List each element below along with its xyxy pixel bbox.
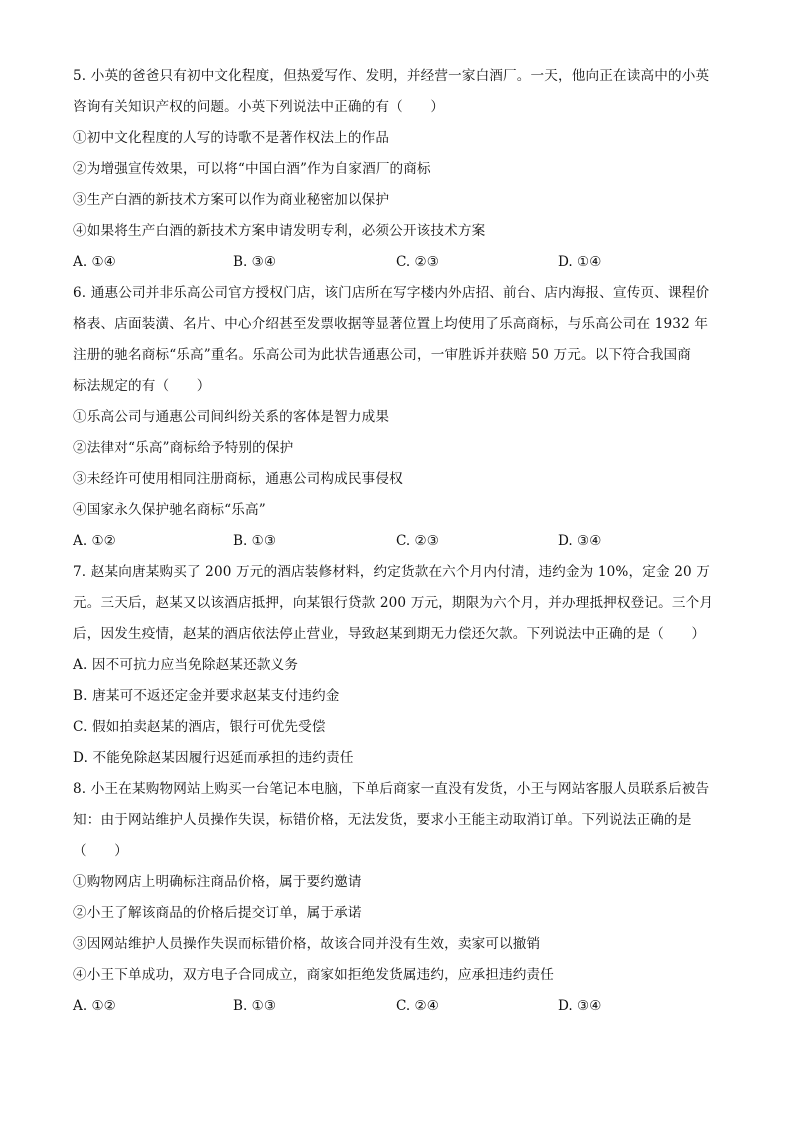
question-5-statement: ③生产白酒的新技术方案可以作为商业秘密加以保护 <box>73 192 390 208</box>
question-5-statement: ④如果将生产白酒的新技术方案申请发明专利，必须公开该技术方案 <box>73 223 486 239</box>
question-5-statement: ①初中文化程度的人写的诗歌不是著作权法上的作品 <box>73 130 390 146</box>
question-8 <box>73 774 723 1022</box>
question-8-statement: ②小王了解该商品的价格后提交订单，属于承诺 <box>73 905 362 921</box>
question-5-stem-line: 咨询有关知识产权的问题。小英下列说法中正确的有（ ） <box>73 99 445 115</box>
question-8-option-b: B. ①③ <box>233 998 277 1014</box>
question-6-stem-line: 标法规定的有（ ） <box>73 378 211 394</box>
question-6-option-c: C. ②③ <box>396 533 439 549</box>
question-8-option-a: A. ①② <box>73 998 116 1014</box>
question-6-statement: ①乐高公司与通惠公司间纠纷关系的客体是智力成果 <box>73 409 390 425</box>
question-5-option-a: A. ①④ <box>73 254 116 270</box>
question-5-option-c: C. ②③ <box>396 254 439 270</box>
question-6-statement: ④国家永久保护驰名商标“乐高” <box>73 502 266 518</box>
question-8-stem-line: 知：由于网站维护人员操作失误，标错价格，无法发货，要求小王能主动取消订单。下列说法正确的是 <box>73 812 692 828</box>
question-7-choice-c: C. 假如拍卖赵某的酒店，银行可优先受偿 <box>73 719 326 735</box>
question-5-option-b: B. ③④ <box>233 254 277 270</box>
question-7-stem-line: 元。三天后，赵某又以该酒店抵押，向某银行贷款 200 万元，期限为六个月，并办理抵押权登记。三个月 <box>73 595 714 611</box>
question-7-choice-a: A. 因不可抗力应当免除赵某还款义务 <box>73 657 299 673</box>
question-7-choice-d: D. 不能免除赵某因履行迟延而承担的违约责任 <box>73 750 354 766</box>
question-5 <box>73 61 723 278</box>
question-6-statement: ②法律对“乐高”商标给予特别的保护 <box>73 440 294 456</box>
question-5-option-d: D. ①④ <box>558 254 602 270</box>
exam-page <box>73 61 723 1022</box>
question-8-statement: ④小王下单成功，双方电子合同成立，商家如拒绝发货属违约，应承担违约责任 <box>73 967 555 983</box>
question-6-statement: ③未经许可使用相同注册商标，通惠公司构成民事侵权 <box>73 471 403 487</box>
question-6-stem-line: 注册的驰名商标“乐高”重名。乐高公司为此状告通惠公司，一审胜诉并获赔 50 万元。以下符合我国商 <box>73 347 691 363</box>
question-8-options <box>73 991 723 1022</box>
question-6-stem-line: 6. 通惠公司并非乐高公司官方授权门店，该门店所在写字楼内外店招、前台、店内海报、宣传页、课程价 <box>73 285 710 301</box>
question-8-stem-line: （ ） <box>73 843 128 859</box>
question-8-option-c: C. ②④ <box>396 998 439 1014</box>
question-6-stem-line: 格表、店面装潢、名片、中心介绍甚至发票收据等显著位置上均使用了乐高商标，与乐高公司在 1932 年 <box>73 316 709 332</box>
question-6 <box>73 278 723 557</box>
question-6-option-b: B. ①③ <box>233 533 277 549</box>
question-8-option-d: D. ③④ <box>558 998 602 1014</box>
question-5-stem-line: 5. 小英的爸爸只有初中文化程度，但热爱写作、发明，并经营一家白酒厂。一天，他向正在读高中的小英 <box>73 68 710 84</box>
question-7-stem-line: 7. 赵某向唐某购买了 200 万元的酒店装修材料，约定货款在六个月内付清，违约金为 10%，定金 20 万 <box>73 564 711 580</box>
question-5-statement: ②为增强宣传效果，可以将“中国白酒”作为自家酒厂的商标 <box>73 161 431 177</box>
question-8-statement: ③因网站维护人员操作失误而标错价格，故该合同并没有生效，卖家可以撤销 <box>73 936 541 952</box>
question-7-choice-b: B. 唐某可不返还定金并要求赵某支付违约金 <box>73 688 340 704</box>
question-8-stem-line: 8. 小王在某购物网站上购买一台笔记本电脑，下单后商家一直没有发货，小王与网站客服人员联系后被告 <box>73 781 710 797</box>
question-6-option-a: A. ①② <box>73 533 116 549</box>
question-8-statement: ①购物网店上明确标注商品价格，属于要约邀请 <box>73 874 362 890</box>
question-7 <box>73 557 723 774</box>
question-6-option-d: D. ③④ <box>558 533 602 549</box>
question-7-stem-line: 后，因发生疫情，赵某的酒店依法停止营业，导致赵某到期无力偿还欠款。下列说法中正确的是（ ） <box>73 626 706 642</box>
question-5-options <box>73 247 723 278</box>
question-6-options <box>73 526 723 557</box>
